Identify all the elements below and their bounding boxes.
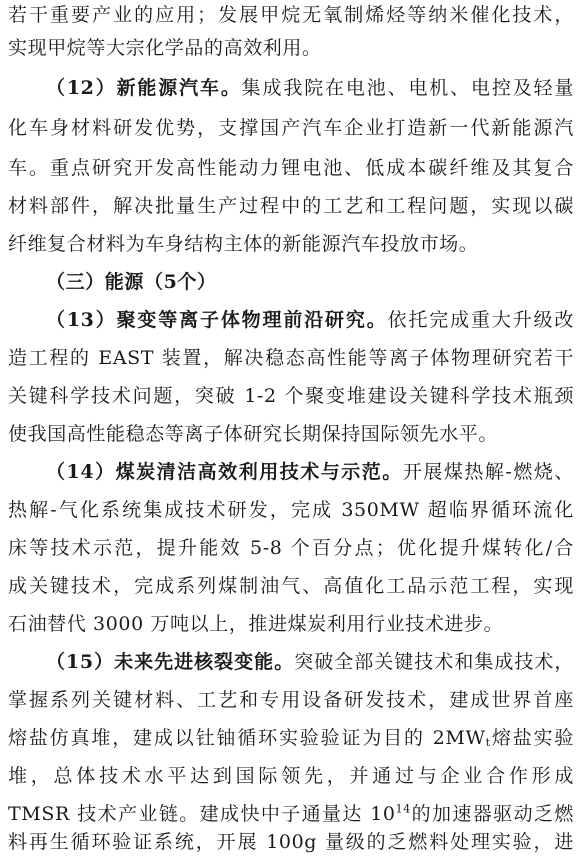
paragraph-heading: （15）未来先进核裂变能。 [46,651,295,673]
superscript: 14 [395,802,411,816]
text-line: 材料部件，解决批量生产过程中的工艺和工程问题，实现以碳 [8,195,574,217]
text-line: 造工程的 EAST 装置，解决稳态高性能等离子体物理研究若干 [8,347,574,369]
paragraph-heading: （12）新能源汽车。 [46,77,242,99]
paragraph-14-first-line: （14）煤炭清洁高效利用技术与示范。开展煤热解-燃烧、 [46,461,574,483]
text-line: TMSR 技术产业链。建成快中子通量达 $10^{14}$的加速器驱动乏燃 [8,802,574,825]
paragraph-heading: （13）聚变等离子体物理前沿研究。 [46,309,388,331]
text-line: 纤维复合材料为车身结构主体的新能源汽车投放市场。 [8,233,479,255]
section-heading-text: （三）能源（5个） [46,271,217,293]
text-line: 若干重要产业的应用；发展甲烷无氧制烯烃等纳米催化技术， [8,4,574,26]
text-line: 堆，总体技术水平达到国际领先，并通过与企业合作形成 [8,765,574,787]
paragraph-heading: （14）煤炭清洁高效利用技术与示范。 [46,461,403,483]
paragraph-13-first-line: （13）聚变等离子体物理前沿研究。依托完成重大升级改 [46,309,574,331]
text-line: 关键科学技术问题，突破 1-2 个聚变堆建设关键科学技术瓶颈 [8,385,574,407]
paragraph-15-first-line: （15）未来先进核裂变能。突破全部关键技术和集成技术， [46,651,574,673]
subscript: t [485,736,491,749]
text-line: 化车身材料研发优势，支撑国产汽车企业打造新一代新能源汽 [8,117,574,139]
document-page [8,0,574,856]
text-line: 掌握系列关键材料、工艺和专用设备研发技术，建成世界首座 [8,689,574,711]
section-heading [8,269,574,295]
text-line: 实现甲烷等大宗化学品的高效利用。 [8,37,322,59]
text-line: 熔盐仿真堆，建成以钍铀循环实验验证为目的 $2MW_t$熔盐实验 [8,727,574,749]
text-line: 热解-气化系统集成技术研发，完成 350MW 超临界循环流化 [8,499,574,521]
text-line: 石油替代 3000 万吨以上，推进煤炭利用行业技术进步。 [8,613,504,635]
text-line: 床等技术示范，提升能效 5-8 个百分点；优化提升煤转化/合 [8,537,574,559]
text-line: 车。重点研究开发高性能动力锂电池、低成本碳纤维及其复合 [8,157,574,179]
text-line: 使我国高性能稳态等离子体研究长期保持国际领先水平。 [8,423,499,445]
text-line: 料再生循环验证系统，开展 100g 量级的乏燃料处理实验，进 [8,831,574,853]
paragraph-12-first-line: （12）新能源汽车。集成我院在电池、电机、电控及轻量 [46,77,574,99]
text-line: 成关键技术，完成系列煤制油气、高值化工品示范工程，实现 [8,575,574,597]
